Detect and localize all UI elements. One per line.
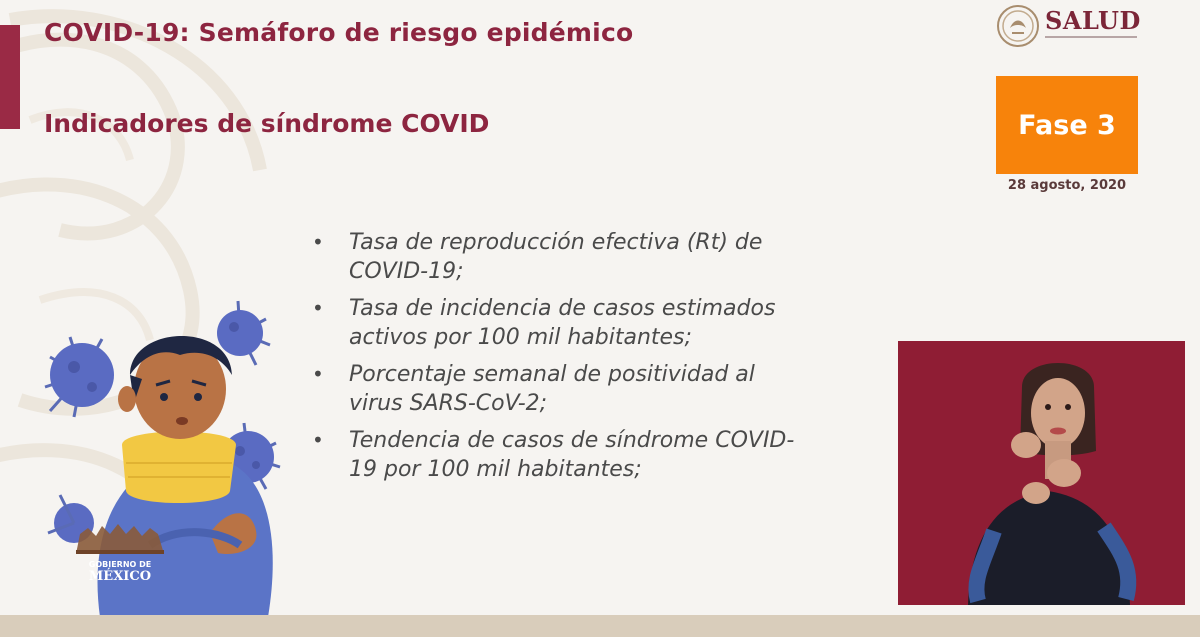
gobierno-mexico-emblem-icon <box>70 520 170 556</box>
sign-language-interpreter-video <box>898 341 1185 605</box>
mexico-seal-icon <box>996 4 1040 48</box>
indicator-text: Tasa de reproducción efectiva (Rt) de COVID-19; <box>349 230 763 284</box>
indicator-text: Tasa de incidencia de casos estimados activos por 100 mil habitantes; <box>349 296 776 350</box>
list-item <box>312 360 802 418</box>
left-accent-bar <box>0 25 20 129</box>
list-item <box>312 228 802 286</box>
list-item <box>312 426 802 484</box>
indicator-text: Tendencia de casos de síndrome COVID-19 por 100 mil habitantes; <box>349 428 795 482</box>
indicators-list <box>312 228 802 492</box>
bullet-icon: • <box>312 230 324 254</box>
virus-icon <box>45 337 114 417</box>
list-item <box>312 294 802 352</box>
footer-bar <box>0 615 1200 637</box>
section-subtitle: Indicadores de síndrome COVID <box>44 109 490 138</box>
report-date: 28 agosto, 2020 <box>1007 178 1127 193</box>
phase-badge: Fase 3 <box>996 76 1138 174</box>
bullet-icon: • <box>312 362 324 386</box>
gov-logo-line1: GOBIERNO DE <box>88 560 152 569</box>
bullet-icon: • <box>312 296 324 320</box>
interpreter-figure <box>898 341 1185 605</box>
indicator-text: Porcentaje semanal de positividad al virus SARS-CoV-2; <box>349 362 755 416</box>
salud-logo <box>996 2 1156 50</box>
bullet-icon: • <box>312 428 324 452</box>
logo-text: SALUD <box>1045 6 1141 35</box>
gov-logo-line2: MÉXICO <box>88 569 152 584</box>
page-title: COVID-19: Semáforo de riesgo epidémico <box>44 18 634 47</box>
gobierno-mexico-logo <box>70 520 170 590</box>
logo-subtitle-graphic <box>1045 35 1137 39</box>
